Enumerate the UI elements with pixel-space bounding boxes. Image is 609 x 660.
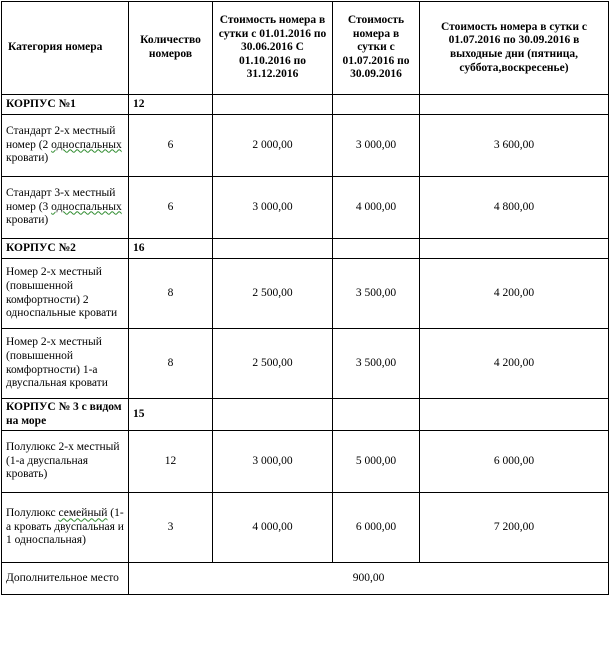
room-category — [2, 493, 129, 563]
table-row — [2, 399, 609, 431]
price-weekend: 4 200,00 — [420, 259, 609, 329]
empty-cell — [420, 95, 609, 115]
room-category-text: кровати) — [6, 152, 49, 165]
price-high-season: 3 500,00 — [333, 329, 420, 399]
table-row — [2, 95, 609, 115]
spellcheck-word: односпальных — [51, 200, 122, 213]
price-high-season: 4 000,00 — [333, 177, 420, 239]
section-room-count: 15 — [129, 399, 213, 431]
section-room-count: 12 — [129, 95, 213, 115]
column-header-price-weekend: Стоимость номера в сутки с 01.07.2016 по 30.09.2016 в выходные дни (пятница, суббота,воскресенье) — [420, 2, 609, 95]
rates-document — [0, 1, 609, 660]
table-row — [2, 239, 609, 259]
table-header — [2, 2, 609, 95]
price-high-season: 3 500,00 — [333, 259, 420, 329]
price-weekend: 6 000,00 — [420, 431, 609, 493]
table-body — [2, 95, 609, 595]
price-high-season: 3 000,00 — [333, 115, 420, 177]
empty-cell — [420, 399, 609, 431]
table-header-row — [2, 2, 609, 95]
column-header-category: Категория номера — [2, 2, 129, 95]
section-room-count: 16 — [129, 239, 213, 259]
empty-cell — [333, 239, 420, 259]
room-category-text: Стандарт 2-х местный номер (2 — [6, 125, 116, 151]
empty-cell — [420, 239, 609, 259]
room-category: Полулюкс 2-х местный (1-а двуспальная кровать) — [2, 431, 129, 493]
room-rates-table — [1, 1, 609, 595]
table-row — [2, 431, 609, 493]
room-category — [2, 177, 129, 239]
room-category — [2, 115, 129, 177]
room-count: 8 — [129, 329, 213, 399]
room-count: 6 — [129, 177, 213, 239]
empty-cell — [333, 95, 420, 115]
price-low-season: 4 000,00 — [213, 493, 333, 563]
price-high-season: 5 000,00 — [333, 431, 420, 493]
price-low-season: 3 000,00 — [213, 177, 333, 239]
room-category: Номер 2-х местный (повышенной комфортности) 1-а двуспальная кровати — [2, 329, 129, 399]
price-low-season: 2 500,00 — [213, 259, 333, 329]
room-count: 3 — [129, 493, 213, 563]
room-category-text: Стандарт 3-х местный номер (3 — [6, 187, 116, 213]
empty-cell — [213, 399, 333, 431]
room-count: 8 — [129, 259, 213, 329]
room-category-text: Полулюкс — [6, 507, 59, 520]
room-count: 6 — [129, 115, 213, 177]
price-low-season: 2 000,00 — [213, 115, 333, 177]
extra-bed-price: 900,00 — [129, 563, 609, 595]
table-row — [2, 115, 609, 177]
price-low-season: 3 000,00 — [213, 431, 333, 493]
table-row — [2, 493, 609, 563]
price-weekend: 7 200,00 — [420, 493, 609, 563]
column-header-count: Количество номеров — [129, 2, 213, 95]
room-category: Номер 2-х местный (повышенной комфортности) 2 односпальные кровати — [2, 259, 129, 329]
column-header-price-high-season: Стоимость номера в сутки с 01.07.2016 по 30.09.2016 — [333, 2, 420, 95]
room-category-text: (1-а кровать двуспальная и 1 односпальная) — [6, 507, 124, 547]
price-high-season: 6 000,00 — [333, 493, 420, 563]
table-row-extra-bed — [2, 563, 609, 595]
column-header-price-low-season: Стоимость номера в сутки с 01.01.2016 по 30.06.2016 С 01.10.2016 по 31.12.2016 — [213, 2, 333, 95]
extra-bed-label: Дополнительное место — [2, 563, 129, 595]
section-title: КОРПУС №2 — [2, 239, 129, 259]
price-low-season: 2 500,00 — [213, 329, 333, 399]
section-title: КОРПУС №1 — [2, 95, 129, 115]
section-title: КОРПУС № 3 с видом на море — [2, 399, 129, 431]
spellcheck-word: односпальных — [51, 138, 122, 151]
table-row — [2, 177, 609, 239]
price-weekend: 3 600,00 — [420, 115, 609, 177]
empty-cell — [333, 399, 420, 431]
price-weekend: 4 800,00 — [420, 177, 609, 239]
table-row — [2, 259, 609, 329]
spellcheck-word: семейный — [58, 507, 108, 520]
room-count: 12 — [129, 431, 213, 493]
empty-cell — [213, 239, 333, 259]
empty-cell — [213, 95, 333, 115]
table-row — [2, 329, 609, 399]
price-weekend: 4 200,00 — [420, 329, 609, 399]
room-category-text: кровати) — [6, 214, 49, 227]
